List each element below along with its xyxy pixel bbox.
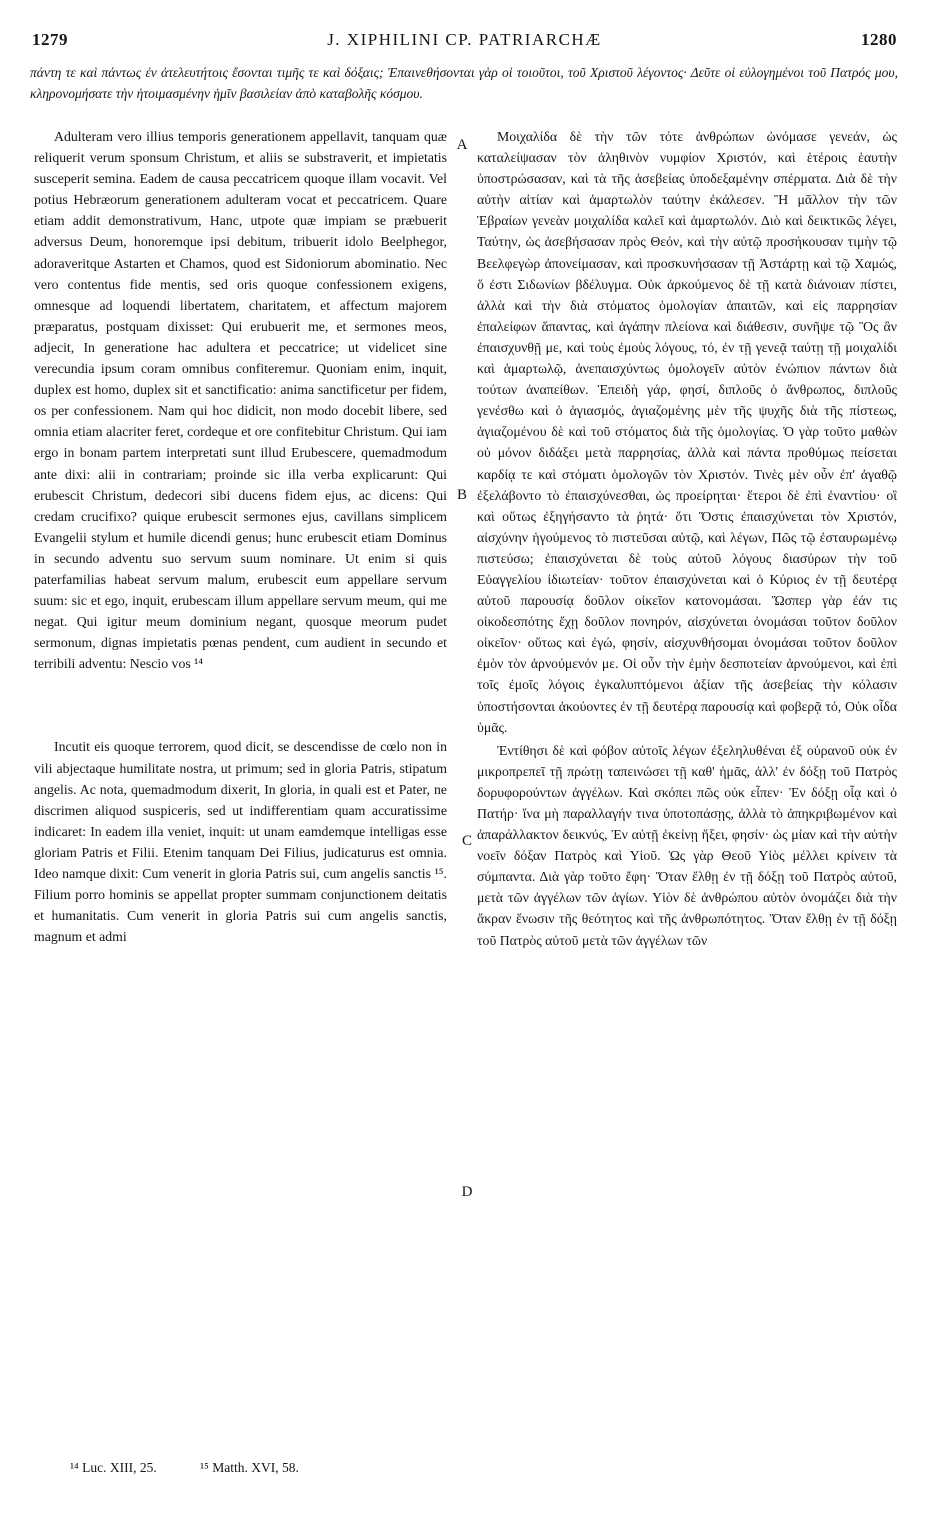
margin-letter-d: D — [461, 1184, 473, 1200]
footnote-14: ¹⁴ Luc. XIII, 25. — [70, 1460, 157, 1475]
margin-letter-b: B — [456, 487, 467, 503]
running-title: J. XIPHILINI CP. PATRIARCHÆ — [327, 30, 602, 49]
greek-paragraph-2: Ἐντίθησι δὲ καὶ φόβον αὐτοῖς λέγων ἐξεληλυθέναι ἐξ οὐρανοῦ οὐκ ἐν μικροπρεπεῖ τῇ πρώτῃ ταπεινώσει τῇ καθ' ἡμᾶς, ἀλλ' ἐν δόξῃ τοῦ Πατρὸς δορυφορούντων ἀγγέλων. Καὶ σκόπει πῶς οὐκ εἶπεν· Ἐν δόξῃ οἷᾳ καὶ ὁ Πατήρ· ἵνα μὴ παραλλαγήν τινα ὑποτοπάσῃς, ἀλλὰ τὸ ἀπηκριβωμένον καὶ ἀπαράλλακτον δεικνύς, Ἐν αὐτῇ ἐκείνῃ ἥξει, φησίν· ὡς μίαν καὶ τὴν αὐτὴν νοεῖν δόξαν Πατρὸς καὶ Υἱοῦ. Ὡς γὰρ Θεοῦ Υἱὸς μέλλει κρίνειν τὰ σύμπαντα. Διὰ γὰρ τοῦτο ἔφη· Ὅταν ἔλθῃ ἐν τῇ δόξῃ τοῦ Πατρὸς αὐτοῦ, μετὰ τῶν ἀγγέλων τῶν ἁγίων. Υἱὸν δὲ ἀνθρώπου αὐτὸν ὀνομάζει διὰ τὴν ἄκραν ἕνωσιν τῆς θεότητος καὶ τῆς ἀνθρωπότητος. Ὅταν ἔλθῃ ἐν τῇ δόξῃ τοῦ Πατρὸς αὐτοῦ μετὰ τῶν ἀγγέλων τῶν — [477, 742, 897, 948]
page-number-right: 1280 — [861, 30, 897, 49]
margin-letter-c: C — [461, 833, 472, 849]
greek-paragraph-1: Μοιχαλίδα δὲ τὴν τῶν τότε ἀνθρώπων ὠνόμασε γενεάν, ὡς καταλείψασαν τὸν ἀληθινὸν νυμφίον Χριστόν, καὶ ἑτέροις ἑαυτὴν ὑποστρώσασαν, καὶ τὰ τῆς ἀσεβείας ὑποδεξαμένην σπέρματα. Διὰ δὲ τὴν αὐτὴν αἰτίαν καὶ ἁμαρτωλὸν ταύτην ἐκάλεσεν. Ἢ μᾶλλον τὴν τῶν Ἑβραίων γενεὰν μοιχαλίδα καλεῖ καὶ ἁμαρτωλόν. Διὸ καὶ δεικτικῶς λέγει, Ταύτην, ὡς ἀσεβήσασαν πρὸς Θεόν, καὶ τὴν αὐτῷ προσήκουσαν τιμὴν τῷ Βεελφεγὼρ ἀπονείμασαν, καὶ προσκυνήσασαν τῇ Ἀστάρτῃ καὶ τῷ Χαμώς, ὅ ἐστι Σιδωνίων βδέλυγμα. Οὐκ ἀρκούμενος δὲ τῇ κατὰ διάνοιαν πίστει, ἀλλὰ καὶ τὴν διὰ στόματος ὁμολογίαν ἀπαιτῶν, καὶ εἰς παρρησίαν ἐπαλείφων ἅπαντας, καὶ ἀγάπην πλείονα καὶ διάθεσιν, συνῆψε τῷ Ὃς ἂν ἐπαισχυνθῇ με, καὶ τοὺς ἐμοὺς λόγους, τό, ἐν τῇ γενεᾷ ταύτῃ τῇ μοιχαλίδι καὶ ἁμαρτωλῷ, ἀνεπαισχύντως ὁμολογεῖν αὐτὸν ἐνώπιον πάντων διὰ τούτων ἀναπείθων. Ἐπειδὴ γάρ, φησί, διπλοῦς ὁ ἄνθρωπος, διπλοῦς γενέσθω καὶ ὁ ἁγιασμός, ἁγιαζομένης μὲν τῆς ψυχῆς διὰ τῆς πίστεως, ἁγιαζομένου δὲ καὶ τοῦ στόματος διὰ τῆς ὁμολογίας. Ὁ γὰρ τοῦτο μαθὼν οὐ μόνον διδάξει μετὰ παρρησίας, ἀλλὰ καὶ πάντα προθύμως πείσεται καρδίᾳ τε καὶ στόματι ὁμολογῶν τὸν Χριστόν. Τινὲς μὲν οὖν ἐπ' ἀγαθῷ ἐξελάβοντο τὸ ἐπαισχύνεσθαι, ὡς προείρηται· ἕτεροι δὲ ἐπὶ ἐναντίου· οἳ καὶ οὕτως ἐξηγήσαντο τὰ ῥητά· ὅτι Ὅστις ἐπαισχύνεται τὸν Χριστόν, αἰσχύνην ἡγούμενος τὸ πιστεῦσαι αὐτῷ, καὶ λέγων, Πῶς τῷ ἐσταυρωμένῳ πιστεύσω; ἐπαισχύνεται δὲ τοὺς αὐτοῦ λόγους διασύρων τὴν τοῦ Εὐαγγελίου ἰδιωτείαν· τοῦτον ἐπαισχύνεται καὶ ὁ Κύριος ἐν τῇ δευτέρᾳ αὐτοῦ παρουσίᾳ δοῦλον οἰκεῖον κατονομάσαι. Ὥσπερ γὰρ ἐάν τις οἰκοδεσπότης ἔχῃ δοῦλον πονηρόν, αἰσχύνεται ὀνομάσαι τοῦτον δοῦλον οἰκεῖον· οὕτως καὶ ἐγώ, φησίν, αἰσχυνθήσομαι ὀνομάσαι τοῦτον δοῦλον ἐμὸν τὸν ἀρνούμενόν με. Οἱ οὖν τὴν ἐμὴν δεσποτείαν ἀρνούμενοι, καὶ ἐπὶ τοῖς ἐμοῖς λόγοις ἐγκαλυπτόμενοι ἀξίαν τῆς ἀσεβείας τὴν κόλασιν ὑποστήσονται ἀκούοντες ἐν τῇ δευτέρᾳ παρουσίᾳ καὶ φοβερᾷ τό, Οὐκ οἶδα ὑμᾶς. — [477, 129, 897, 735]
latin-column — [34, 126, 447, 947]
footnotes — [70, 1460, 339, 1476]
margin-letter-a: A — [456, 137, 468, 153]
latin-paragraph-1: Adulteram vero illius temporis generationem appellavit, tanquam quæ reliquerit verum sponsum Christum, et aliis se substraverit, et impietatis susceperit semina. Eadem de causa peccatricem quoque illam vocavit. Vel potius Hebræorum generationem adulteram vocat et peccatricem. Quare etiam addit demonstrativum, Hanc, utpote quæ impiam se præbuerit adversus Deum, honoremque ipsi debitum, tribuerit idolo Beelphegor, adoraveritque Astarten et Chamos, quod est Sidoniorum abominatio. Nec vero contentus fide mentis, sed oris quoque confessionem exigens, omnesque ad loquendi libertatem, charitatem, et affectum majorem præparatus, postquam dixisset: Qui erubuerit me, et sermones meos, adjecit, In generatione hac adultera et peccatrice; ut videlicet sine verecundia ipsum coram omnibus confiteremur. Quoniam enim, inquit, duplex est homo, duplex sit et sanctificatio: anima sanctificetur per fidem, os per confessionem. Nam qui hoc didicit, non modo docebit libere, sed omnia etiam alacriter feret, cordeque et ore confitebitur Christum. Qui iam ergo in bonam partem interpretati sunt illud Erubescere, quemadmodum ante dixi: alii in contrariam; proinde sic illa verba explicarunt: Qui erubescit Christum, dedecori sibi ducens fidem ejus, ac dicens: Qui credam crucifixo? quique erubescit sermones ejus, cavillans simplicem Evangelii stylum et humile dicendi genus; hunc erubescit etiam Dominus in secundo adventu suo servum suum nominare. Ut enim si quis paterfamilias habeat servum malum, erubescit eum appellare servum suum: sic et ego, inquit, erubescam illum appellare servum meum, qui me negat. Qui igitur meum dominium negant, quosque meorum pudet sermonum, dignas impietatis pœnas pendent, cum audient in secundo et terribili adventu: Nescio vos ¹⁴ — [34, 129, 447, 672]
continued-greek-text: πάντη τε καὶ πάντως ἐν ἀτελευτήτοις ἔσονται τιμῆς τε καὶ δόξαις; Ἐπαινεθήσονται γὰρ οἱ τοιοῦτοι, τοῦ Χριστοῦ λέγοντος· Δεῦτε οἱ εὐλογημένοι τοῦ Πατρός μου, κληρονομήσατε τὴν ἡτοιμασμένην ἡμῖν βασιλείαν ἀπὸ καταβολῆς κόσμου. — [30, 65, 898, 101]
running-header — [32, 30, 897, 54]
latin-paragraph-2: Incutit eis quoque terrorem, quod dicit, se descendisse de cœlo non in vili abjectaque humilitate nostra, ut primum; sed in gloria Patris, stipatum angelis. Ac nota, quemadmodum dixerit, In gloria, in quali est et Pater, ne discrimen aliquod suspiceris, sed ut indifferentiam quam accuratissime indicaret: In eadem illa veniet, inquit: ut unam eamdemque intelligas esse gloriam Patris et Filii. Etenim tanquam Dei Filius, judicaturus est omnia. Ideo namque dixit: Cum venerit in gloria Patris sui, cum angelis sanctis ¹⁵. Filium porro hominis se appellat propter summam conjunctionem deitatis et humanitatis. Cum venerit in gloria Patris sui cum angelis sanctis, magnum et admi — [34, 739, 447, 945]
footnote-15: ¹⁵ Matth. XVI, 58. — [200, 1460, 299, 1475]
page-number-left: 1279 — [32, 30, 68, 49]
greek-column — [477, 126, 897, 951]
